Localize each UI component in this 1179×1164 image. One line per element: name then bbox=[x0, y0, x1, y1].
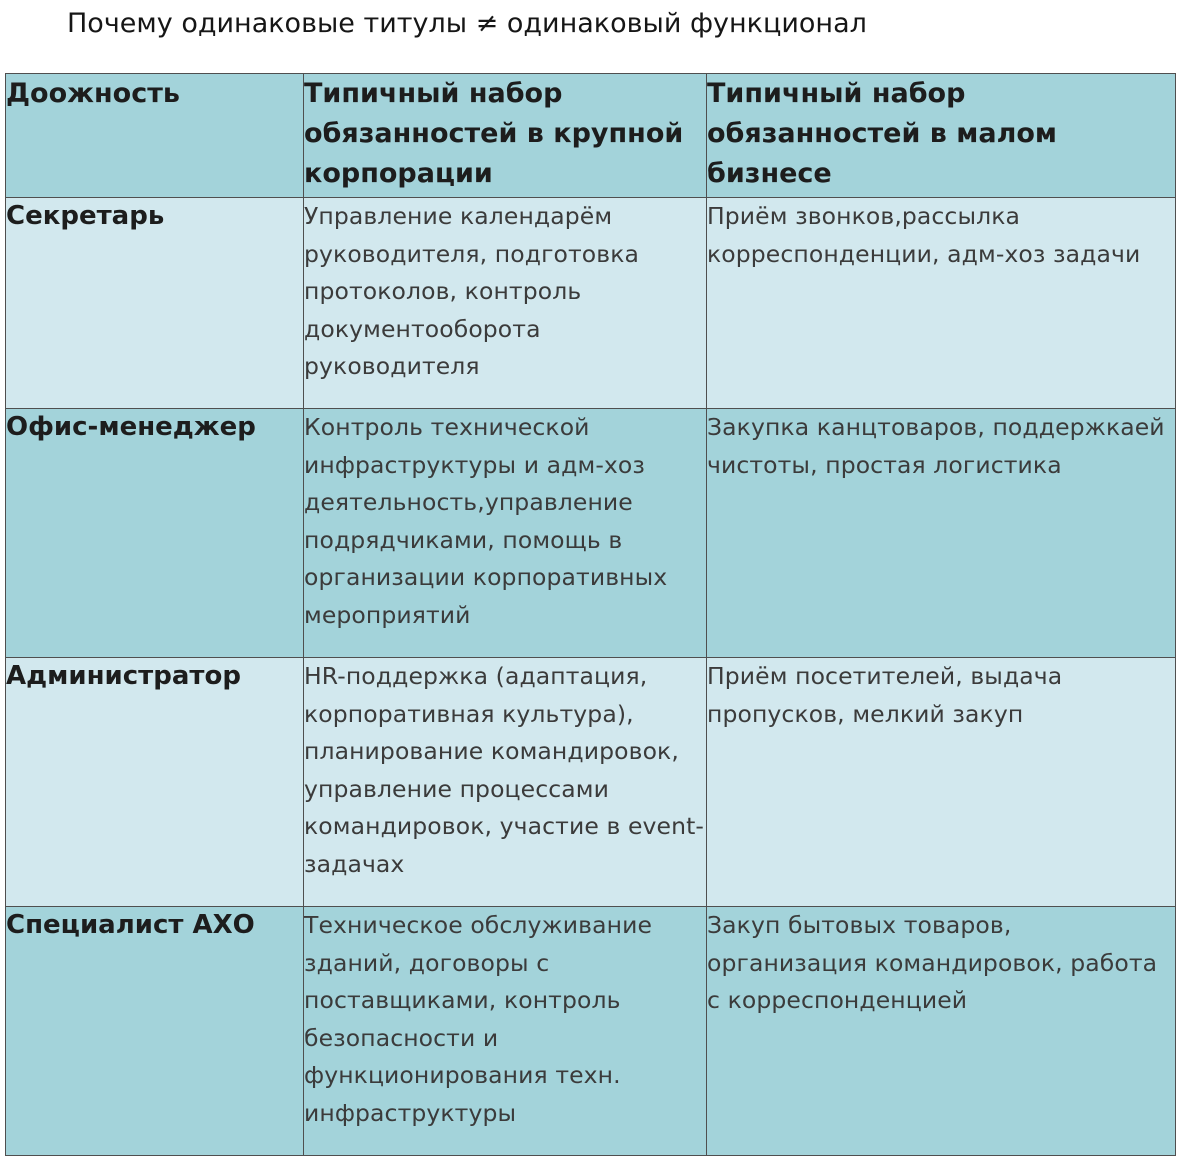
role-name: Офис-менеджер bbox=[6, 409, 304, 658]
small-business-duties: Закуп бытовых товаров, организация командировок, работа с корреспонденцией bbox=[707, 907, 1176, 1156]
small-business-duties: Приём звонков,рассылка корреспонденции, адм-хоз задачи bbox=[707, 198, 1176, 409]
header-small-business-duties: Типичный набор обязанностей в малом бизнесе bbox=[707, 74, 1176, 198]
table-header-row bbox=[6, 74, 1176, 198]
role-name: Секретарь bbox=[6, 198, 304, 409]
page-title: Почему одинаковые титулы ≠ одинаковый функционал bbox=[67, 8, 867, 39]
role-name: Специалист АХО bbox=[6, 907, 304, 1156]
header-position: Доожность bbox=[6, 74, 304, 198]
small-business-duties: Приём посетителей, выдача пропусков, мелкий закуп bbox=[707, 658, 1176, 907]
role-name: Администратор bbox=[6, 658, 304, 907]
corporate-duties: Контроль технической инфраструктуры и адм-хоз деятельность,управление подрядчиками, помощь в организации корпоративных мероприятий bbox=[304, 409, 707, 658]
table-row bbox=[6, 658, 1176, 907]
corporate-duties: Техническое обслуживание зданий, договоры с поставщиками, контроль безопасности и функционирования техн. инфраструктуры bbox=[304, 907, 707, 1156]
small-business-duties: Закупка канцтоваров, поддержкаей чистоты, простая логистика bbox=[707, 409, 1176, 658]
corporate-duties: HR-поддержка (адаптация, корпоративная культура), планирование командировок, управление процессами командировок, участие в event-задачах bbox=[304, 658, 707, 907]
table-row bbox=[6, 198, 1176, 409]
header-corporate-duties: Типичный набор обязанностей в крупной корпорации bbox=[304, 74, 707, 198]
corporate-duties: Управление календарём руководителя, подготовка протоколов, контроль документооборота руководителя bbox=[304, 198, 707, 409]
table-row bbox=[6, 409, 1176, 658]
duties-comparison-table bbox=[5, 73, 1176, 1156]
table-row bbox=[6, 907, 1176, 1156]
